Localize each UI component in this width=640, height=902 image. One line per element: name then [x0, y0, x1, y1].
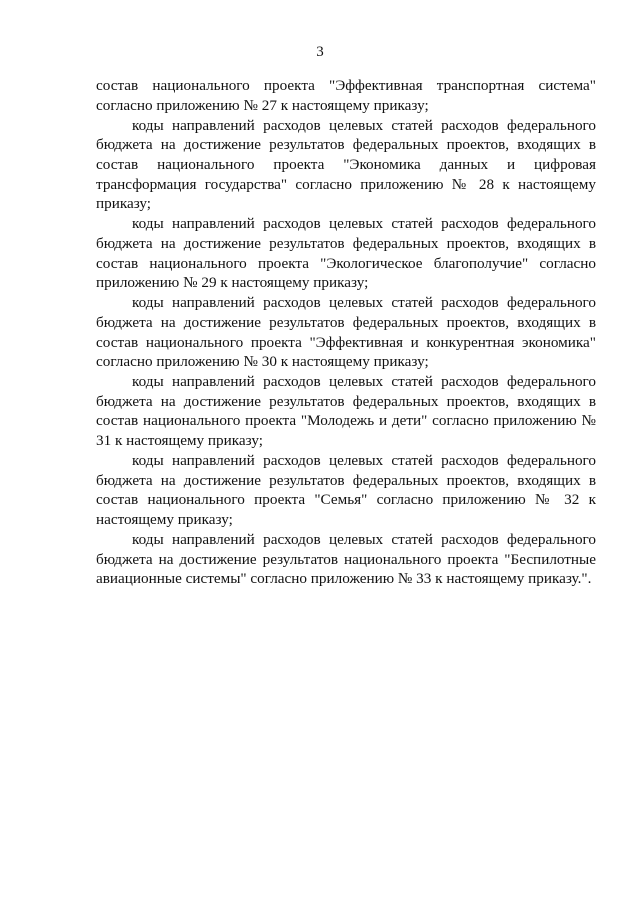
paragraph-item-33: коды направлений расходов целевых статей расходов федерального бюджета на достижение результатов национального проекта "Беспилотные авиационные системы" согласно приложению № 33 к настоящему приказу.".	[96, 531, 596, 588]
paragraph-item-31: коды направлений расходов целевых статей расходов федерального бюджета на достижение результатов федеральных проектов, входящих в состав национального проекта "Молодежь и дети" согласно приложению № 31 к настоящему приказу;	[96, 373, 596, 450]
paragraph-item-29: коды направлений расходов целевых статей расходов федерального бюджета на достижение результатов федеральных проектов, входящих в состав национального проекта "Экологическое благополучие" согласно приложению № 29 к настоящему приказу;	[96, 215, 596, 292]
paragraph-item-28: коды направлений расходов целевых статей расходов федерального бюджета на достижение результатов федеральных проектов, входящих в состав национального проекта "Экономика данных и цифровая трансформация государства" согласно приложению № 28 к настоящему приказу;	[96, 116, 596, 213]
document-body	[96, 76, 596, 589]
paragraph-continuation: состав национального проекта "Эффективная транспортная система" согласно приложению № 27 к настоящему приказу;	[96, 77, 596, 114]
paragraph-item-30: коды направлений расходов целевых статей расходов федерального бюджета на достижение результатов федеральных проектов, входящих в состав национального проекта "Эффективная и конкурентная экономика" согласно приложению № 30 к настоящему приказу;	[96, 294, 596, 371]
paragraph-item-32: коды направлений расходов целевых статей расходов федерального бюджета на достижение результатов федеральных проектов, входящих в состав национального проекта "Семья" согласно приложению № 32 к настоящему приказу;	[96, 452, 596, 529]
page-number: 3	[316, 44, 324, 60]
